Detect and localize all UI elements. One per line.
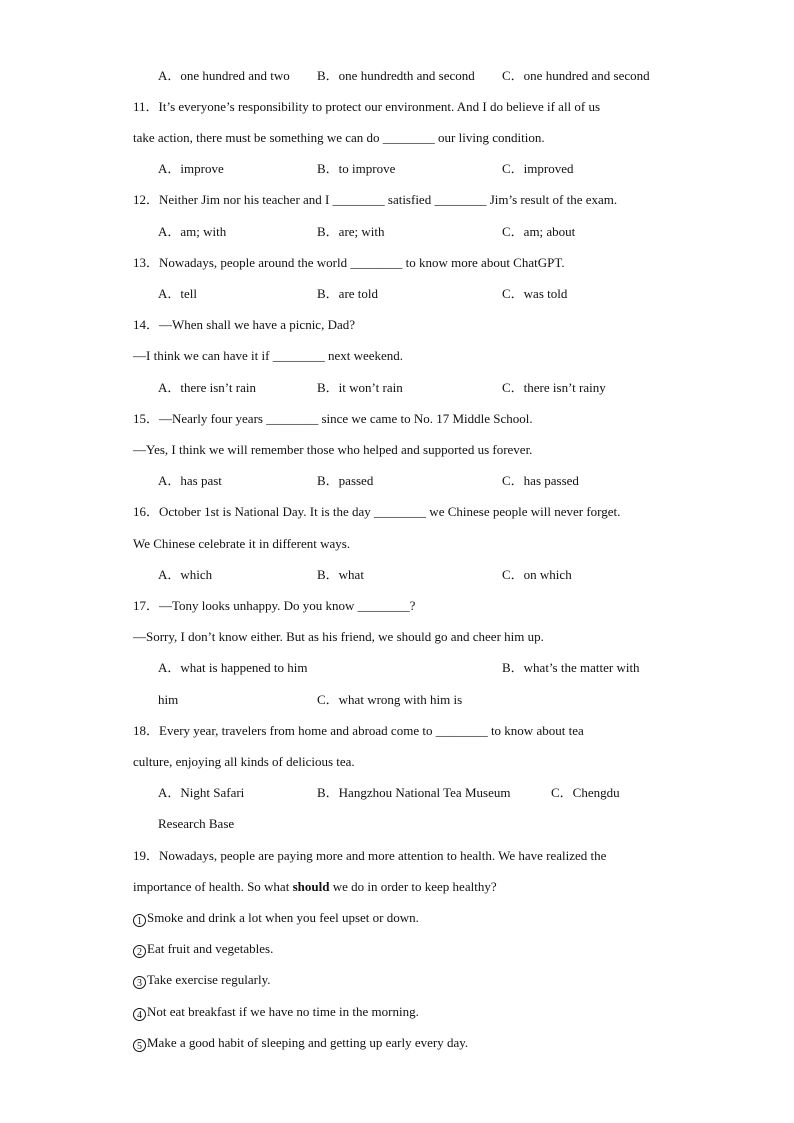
q16-option-a: A．which: [158, 567, 213, 582]
q18-stem-line2: culture, enjoying all kinds of delicious tea.: [133, 754, 355, 769]
q12-option-c: C．am; about: [502, 224, 576, 239]
q17-option-a: A．what is happened to him: [158, 660, 308, 675]
q13-stem-line1: 13．Nowadays, people around the world ________ to know more about ChatGPT.: [133, 255, 565, 270]
q19-item: [133, 910, 419, 927]
q18-stem-line1: 18．Every year, travelers from home and abroad come to ________ to know about tea: [133, 723, 584, 738]
q17-option-b: B．what’s the matter with: [502, 660, 640, 675]
q17-stem-line1: 17．—Tony looks unhappy. Do you know ________?: [133, 598, 416, 613]
q17-stem-line2: —Sorry, I don’t know either. But as his friend, we should go and cheer him up.: [133, 629, 544, 644]
q18-option-b: B．Hangzhou National Tea Museum: [317, 785, 511, 800]
circled-number-icon: 1: [133, 914, 146, 927]
q14-stem-line1: 14．—When shall we have a picnic, Dad?: [133, 317, 356, 332]
q14-option-a: A．there isn’t rain: [158, 380, 256, 395]
q18-option-a: A．Night Safari: [158, 785, 245, 800]
q10-option-c: C．one hundred and second: [502, 68, 650, 83]
q12-option-a: A．am; with: [158, 224, 227, 239]
q11-option-b: B．to improve: [317, 161, 396, 176]
q12-stem-line1: 12．Neither Jim nor his teacher and I ________ satisfied ________ Jim’s result of the exam.: [133, 192, 618, 207]
q16-option-c: C．on which: [502, 567, 572, 582]
q17-option-c: C．what wrong with him is: [317, 692, 463, 707]
q12-option-b: B．are; with: [317, 224, 385, 239]
q15-stem-line2: —Yes, I think we will remember those who helped and supported us forever.: [133, 442, 533, 457]
q19-emphasis-should: should: [292, 879, 330, 894]
q13-option-b: B．are told: [317, 286, 379, 301]
q15-option-b: B．passed: [317, 473, 374, 488]
q11-option-c: C．improved: [502, 161, 574, 176]
q19-item-text: Make a good habit of sleeping and getting up early every day.: [147, 1035, 469, 1050]
q15-option-a: A．has past: [158, 473, 222, 488]
q10-option-a: A．one hundred and two: [158, 68, 290, 83]
q19-item: [133, 972, 270, 989]
q19-item: [133, 1035, 468, 1052]
q19-item-text: Not eat breakfast if we have no time in the morning.: [147, 1004, 419, 1019]
q19-stem-line2-pre: importance of health. So what: [133, 879, 293, 894]
q16-stem-line2: We Chinese celebrate it in different ways.: [133, 536, 351, 551]
q10-option-b: B．one hundredth and second: [317, 68, 475, 83]
q19-stem-line1: 19．Nowadays, people are paying more and more attention to health. We have realized the: [133, 848, 607, 863]
q11-option-a: A．improve: [158, 161, 224, 176]
circled-number-icon: 4: [133, 1008, 146, 1021]
q18-option-c: C．Chengdu: [551, 785, 620, 800]
q14-stem-line2: —I think we can have it if ________ next weekend.: [133, 348, 404, 363]
q11-stem-line2: take action, there must be something we can do ________ our living condition.: [133, 130, 545, 145]
q19-item: [133, 1004, 419, 1021]
q15-stem-line1: 15．—Nearly four years ________ since we came to No. 17 Middle School.: [133, 411, 533, 426]
q19-item: [133, 941, 273, 958]
q19-stem-line2: [133, 879, 497, 895]
circled-number-icon: 2: [133, 945, 146, 958]
q16-stem-line1: 16．October 1st is National Day. It is the day ________ we Chinese people will never forget.: [133, 504, 621, 519]
circled-number-icon: 3: [133, 976, 146, 989]
q14-option-b: B．it won’t rain: [317, 380, 403, 395]
q18-option-c-continued: Research Base: [158, 816, 235, 831]
q13-option-c: C．was told: [502, 286, 568, 301]
q19-stem-line2-post: we do in order to keep healthy?: [329, 879, 497, 894]
q19-item-text: Take exercise regularly.: [147, 972, 271, 987]
q15-option-c: C．has passed: [502, 473, 579, 488]
q11-stem-line1: 11．It’s everyone’s responsibility to protect our environment. And I do believe if all of us: [133, 99, 601, 114]
q19-item-text: Eat fruit and vegetables.: [147, 941, 274, 956]
q13-option-a: A．tell: [158, 286, 197, 301]
q16-option-b: B．what: [317, 567, 364, 582]
q14-option-c: C．there isn’t rainy: [502, 380, 606, 395]
q17-option-b-continued: him: [158, 692, 179, 707]
circled-number-icon: 5: [133, 1039, 146, 1052]
q19-item-text: Smoke and drink a lot when you feel upset or down.: [147, 910, 419, 925]
